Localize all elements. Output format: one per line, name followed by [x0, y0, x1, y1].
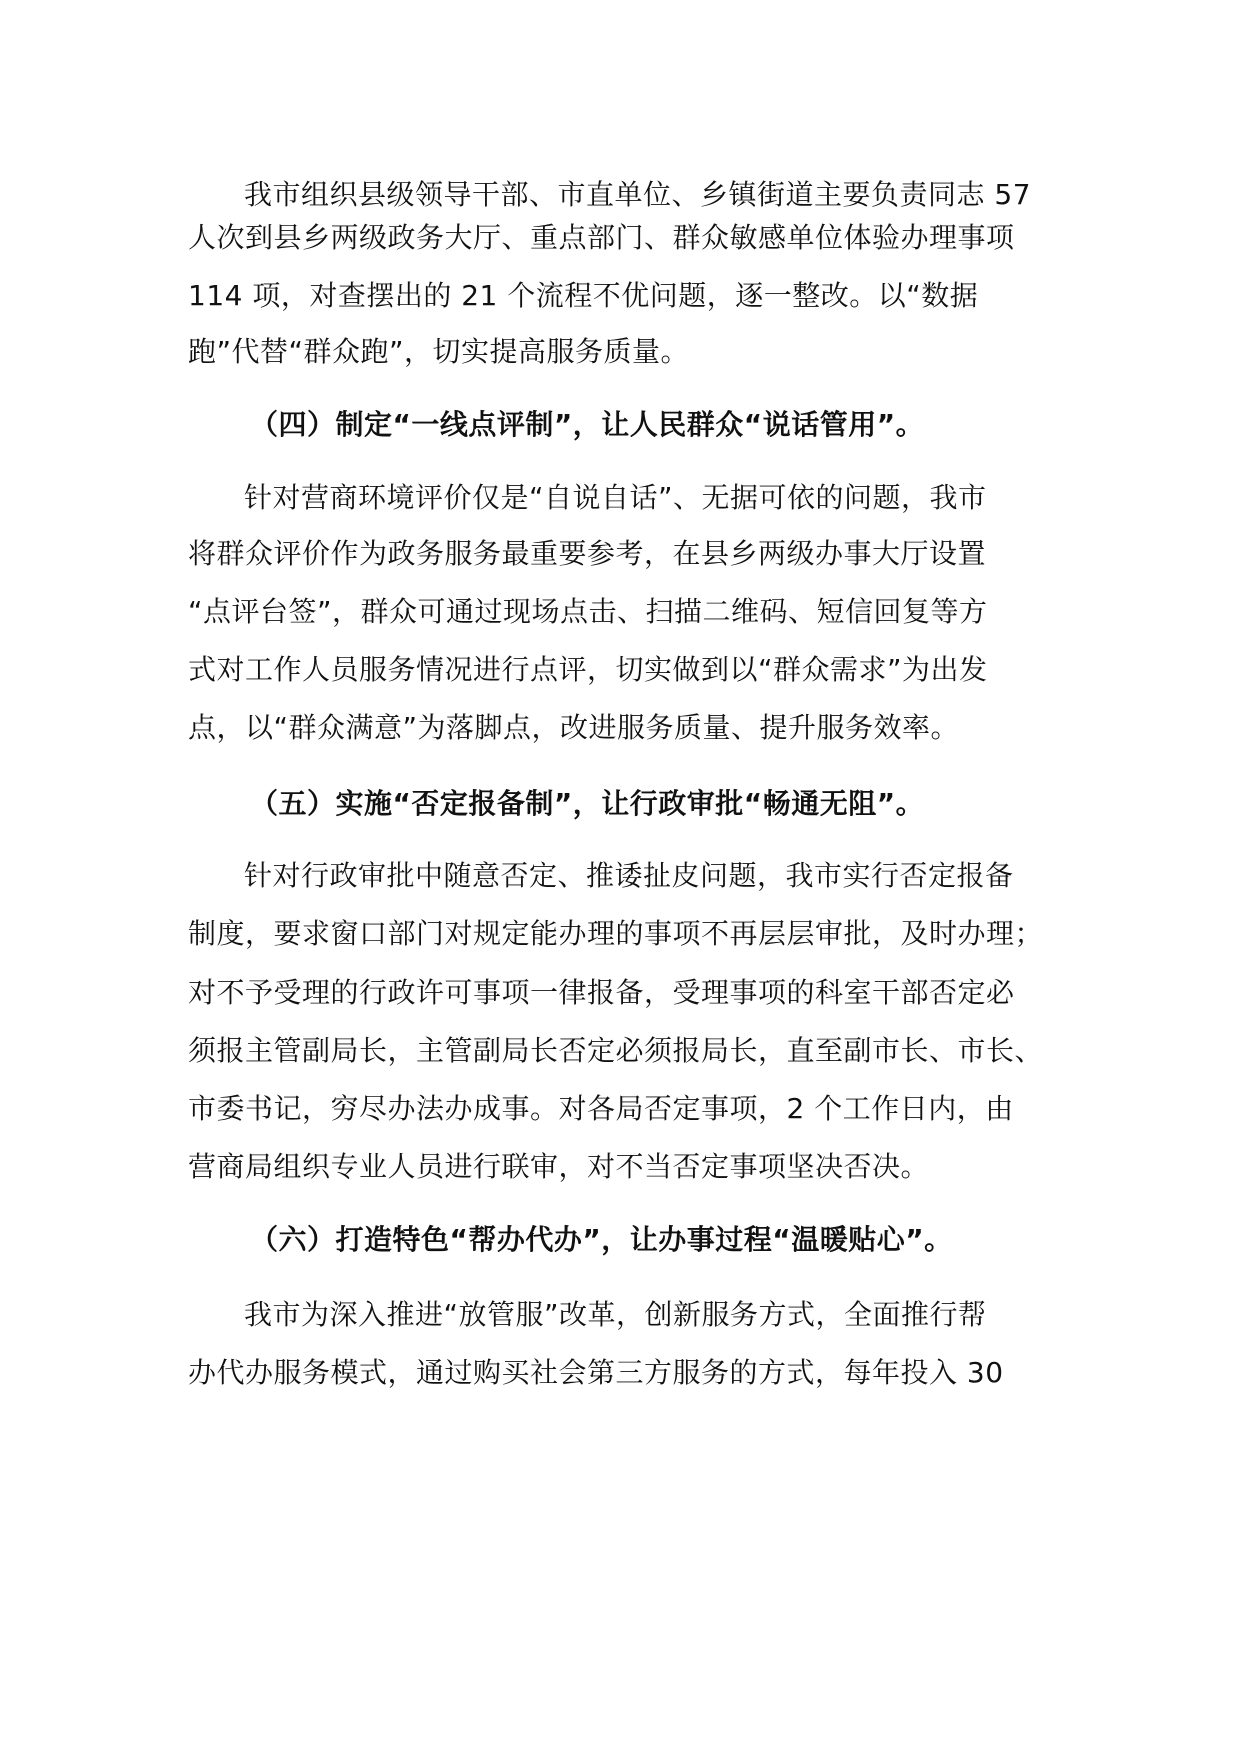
paragraph-line: 市委书记，穷尽办法办成事。对各局否定事项，2 个工作日内，由 — [188, 1092, 1014, 1125]
paragraph-line: 须报主管副局长，主管副局长否定必须报局长，直至副市长、市长、 — [188, 1034, 1044, 1067]
section-heading-5: （五）实施“否定报备制”，让行政审批“畅通无阻”。 — [250, 787, 925, 820]
paragraph-line: 办代办服务模式，通过购买社会第三方服务的方式，每年投入 30 — [188, 1356, 1004, 1389]
paragraph-line: 对不予受理的行政许可事项一律报备，受理事项的科室干部否定必 — [188, 976, 1015, 1009]
paragraph-line: 点，以“群众满意”为落脚点，改进服务质量、提升服务效率。 — [188, 711, 960, 744]
paragraph-line: 将群众评价作为政务服务最重要参考，在县乡两级办事大厅设置 — [188, 537, 987, 570]
paragraph-line: 人次到县乡两级政务大厅、重点部门、群众敏感单位体验办理事项 — [188, 221, 1015, 254]
section-heading-4: （四）制定“一线点评制”，让人民群众“说话管用”。 — [250, 408, 925, 441]
section-heading-6: （六）打造特色“帮办代办”，让办事过程“温暖贴心”。 — [250, 1223, 953, 1256]
paragraph-line: 我市组织县级领导干部、市直单位、乡镇街道主要负责同志 57 — [244, 178, 1032, 211]
paragraph-line: 我市为深入推进“放管服”改革，创新服务方式，全面推行帮 — [244, 1298, 987, 1331]
paragraph-line: “点评台签”，群众可通过现场点击、扫描二维码、短信回复等方 — [188, 595, 988, 628]
paragraph-line: 营商局组织专业人员进行联审，对不当否定事项坚决否决。 — [188, 1150, 930, 1183]
paragraph-line: 跑”代替“群众跑”，切实提高服务质量。 — [188, 335, 690, 368]
paragraph-line: 针对行政审批中随意否定、推诿扯皮问题，我市实行否定报备 — [244, 859, 1014, 892]
paragraph-line: 针对营商环境评价仅是“自说自话”、无据可依的问题，我市 — [244, 481, 987, 514]
paragraph-line: 式对工作人员服务情况进行点评，切实做到以“群众需求”为出发 — [188, 653, 988, 686]
paragraph-line: 制度，要求窗口部门对规定能办理的事项不再层层审批，及时办理； — [188, 917, 1044, 950]
paragraph-line: 114 项，对查摆出的 21 个流程不优问题，逐一整改。以“数据 — [188, 279, 979, 312]
